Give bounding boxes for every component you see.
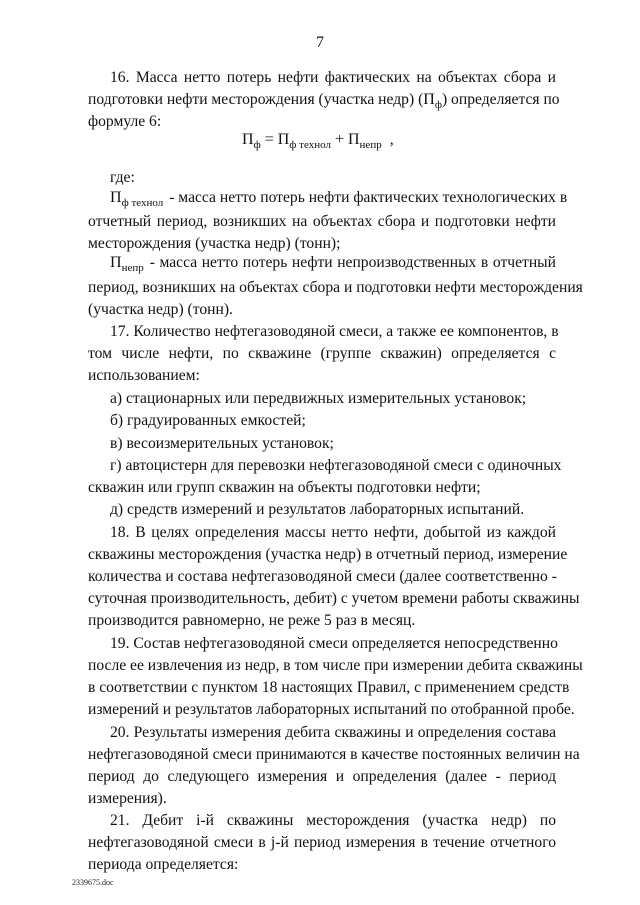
text-line: скважины месторождения (участка недр) в отчетный период, измерение <box>88 546 568 563</box>
text-line: периода определяется: <box>88 856 239 873</box>
symbol-subscript: ф технол <box>121 197 164 209</box>
text-line: 18. В целях определения массы нетто нефти, добытой из каждой <box>110 524 556 541</box>
definition-line <box>110 253 556 278</box>
text-line: период, возникших на объектах сбора и подготовки нефти месторождения <box>88 279 583 296</box>
symbol-base: П <box>347 131 360 148</box>
definition-line <box>110 188 568 213</box>
document-footer: 2339675.doc <box>72 878 114 887</box>
formula-term-1 <box>277 131 331 151</box>
text-line: том числе нефти, по скважине (группе скважин) определяется с <box>88 345 556 362</box>
text-line: - масса нетто потерь нефти фактических технологических в <box>169 189 568 206</box>
plus-sign: + <box>334 131 344 148</box>
text-line: период до следующего измерения и определения (далее - период <box>88 768 556 785</box>
text-line: - масса нетто потерь нефти непроизводственных в отчетный <box>149 254 556 271</box>
text-line: отчетный период, возникших на объектах сбора и подготовки нефти <box>88 213 556 230</box>
text-line: после ее извлечения из недр, в том числе при измерении дебита скважины <box>88 657 583 674</box>
formula-symbol <box>110 253 144 278</box>
symbol-base: П <box>110 254 122 271</box>
text-line: 19. Состав нефтегазоводяной смеси определяется непосредственно <box>110 635 558 652</box>
equals-sign: = <box>264 131 274 148</box>
text-line: 20. Результаты измерения дебита скважины и определения состава <box>110 724 556 741</box>
formula-symbol <box>423 91 442 111</box>
list-item: б) градуированных емкостей; <box>110 412 306 429</box>
list-item: г) автоцистерн для перевозки нефтегазоводяной смеси с одиночных <box>110 457 562 474</box>
text-line: (участка недр) (тонн). <box>88 301 233 318</box>
formula-term-2 <box>347 131 382 151</box>
text-line: месторождения (участка недр) (тонн); <box>88 235 341 252</box>
text-line: где: <box>110 169 135 186</box>
text-line: скважин или групп скважин на объекты подготовки нефти; <box>88 479 481 496</box>
symbol-subscript: ф <box>253 139 261 151</box>
symbol-subscript: непр <box>121 262 144 274</box>
symbol-base: П <box>110 189 122 206</box>
text-segment-tail: ) определяется по <box>441 91 560 108</box>
formula-symbol <box>110 188 163 213</box>
text-line: в соответствии с пунктом 18 настоящих Правил, с применением средств <box>88 679 570 696</box>
list-item: д) средств измерений и результатов лабораторных испытаний. <box>110 501 525 518</box>
text-line: суточная производительность, дебит) с учетом времени работы скважины <box>88 590 580 607</box>
symbol-base: П <box>242 131 254 148</box>
list-item: в) весоизмерительных установок; <box>110 435 334 452</box>
list-item: а) стационарных или передвижных измерительных установок; <box>110 390 527 407</box>
symbol-subscript: непр <box>359 139 382 151</box>
symbol-base: П <box>277 131 290 148</box>
text-line: подготовки нефти месторождения (участка недр) ( <box>88 91 424 108</box>
text-line: 17. Количество нефтегазоводяной смеси, а также ее компонентов, в <box>110 323 559 340</box>
text-line: 21. Дебит i-й скважины месторождения (участка недр) по <box>110 812 556 829</box>
text-line: нефтегазоводяной смеси принимаются в качестве постоянных величин на <box>88 746 580 763</box>
symbol-subscript: ф технол <box>289 139 331 151</box>
symbol-base: П <box>423 91 435 108</box>
text-line: нефтегазоводяной смеси в j-й период измерения в течение отчетного <box>88 834 556 851</box>
page-number: 7 <box>316 34 324 51</box>
text-line: количества и состава нефтегазоводяной смеси (далее соответственно - <box>88 568 557 585</box>
text-line: 16. Масса нетто потерь нефти фактических на объектах сбора и <box>110 69 556 86</box>
text-line: измерений и результатов лабораторных испытаний по отобранной пробе. <box>88 701 575 718</box>
text-line: использованием: <box>88 367 200 384</box>
formula-lhs <box>242 131 261 151</box>
text-line: измерения). <box>88 790 167 807</box>
formula-6 <box>242 131 394 151</box>
formula-comma: , <box>389 131 394 148</box>
symbol-subscript: ф <box>434 99 442 111</box>
text-line: производится равномерно, не реже 5 раз в месяц. <box>88 612 416 629</box>
text-line: формуле 6: <box>88 113 162 130</box>
